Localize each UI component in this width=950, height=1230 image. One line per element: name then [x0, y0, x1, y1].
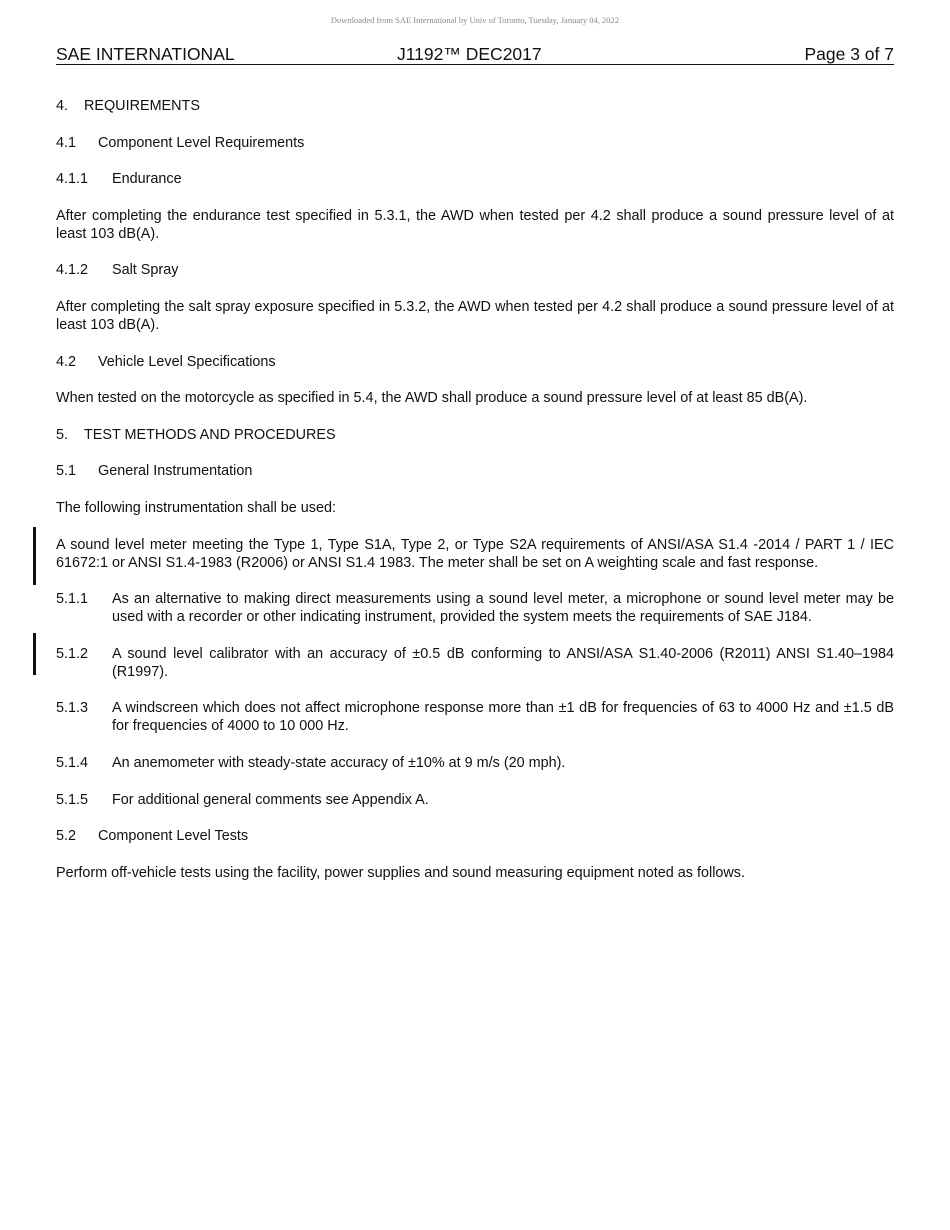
paragraph-text: A sound level meter meeting the Type 1, Type S1A, Type 2, or Type S2A requirements of ANSI/ASA S1.4 -2014 / PART 1 / IEC 61672:1 or ANSI S1.4-1983 (R2006) or ANSI S1.4 1983. The meter shall be set on A weighting scale and fast response.: [56, 536, 894, 571]
list-item-5-1-2: [56, 645, 894, 681]
paragraph-endurance: After completing the endurance test specified in 5.3.1, the AWD when tested per 4.2 shall produce a sound pressure level of at least 103 dB(A).: [56, 207, 894, 242]
paragraph-component-tests: Perform off-vehicle tests using the facility, power supplies and sound measuring equipment noted as follows.: [56, 864, 745, 881]
section-title: TEST METHODS AND PROCEDURES: [84, 426, 336, 443]
paragraph-vehicle-level: When tested on the motorcycle as specified in 5.4, the AWD shall produce a sound pressure level of at least 85 dB(A).: [56, 390, 808, 407]
page-header: [56, 44, 894, 65]
item-number: 5.1.5: [56, 791, 89, 808]
section-title: Component Level Tests: [98, 828, 249, 845]
section-heading-4: [56, 97, 894, 115]
list-item-5-1-5: [56, 791, 894, 809]
header-page-number: Page 3 of 7: [804, 44, 894, 64]
section-heading-4-1-1: [56, 170, 894, 188]
section-heading-5-2: [56, 827, 894, 845]
section-title: Vehicle Level Specifications: [98, 353, 276, 370]
download-watermark: Downloaded from SAE International by Univ of Toronto, Tuesday, January 04, 2022: [330, 15, 620, 25]
header-organization: SAE INTERNATIONAL: [56, 44, 235, 64]
section-title: REQUIREMENTS: [84, 98, 200, 114]
section-number: 4.1.2: [56, 262, 89, 279]
section-number: 5.1: [56, 463, 77, 480]
paragraph-instrumentation-intro: The following instrumentation shall be used:: [56, 499, 336, 516]
list-item-5-1-1: [56, 590, 894, 626]
item-number: 5.1.2: [56, 645, 89, 662]
item-text: An anemometer with steady-state accuracy of ±10% at 9 m/s (20 mph).: [112, 754, 566, 771]
revision-change-bar: [33, 527, 36, 585]
list-item-5-1-4: [56, 754, 894, 772]
section-title: Endurance: [112, 171, 182, 188]
item-number: 5.1.4: [56, 754, 89, 771]
document-body: [56, 97, 894, 900]
section-heading-5-1: [56, 462, 894, 480]
item-text: A sound level calibrator with an accuracy of ±0.5 dB conforming to ANSI/ASA S1.40-2006 (R2011) ANSI S1.40–1984 (R1997).: [112, 645, 894, 680]
section-heading-4-1-2: [56, 261, 894, 279]
section-number: 5.2: [56, 828, 77, 845]
section-number: 4.1.1: [56, 171, 89, 188]
revision-change-bar: [33, 633, 36, 675]
paragraph-salt-spray: After completing the salt spray exposure specified in 5.3.2, the AWD when tested per 4.2 shall produce a sound pressure level of at least 103 dB(A).: [56, 298, 894, 333]
section-title: Salt Spray: [112, 262, 179, 279]
item-text: A windscreen which does not affect microphone response more than ±1 dB for frequencies of 63 to 4000 Hz and ±1.5 dB for frequencies of 4000 to 10 000 Hz.: [112, 700, 894, 735]
section-heading-4-1: [56, 134, 894, 152]
section-number: 4.1: [56, 134, 77, 151]
item-text: As an alternative to making direct measurements using a sound level meter, a microphone or sound level meter may be used with a recorder or other indicating instrument, provided the system meets the requirements of SAE J184.: [112, 591, 894, 626]
item-number: 5.1.3: [56, 700, 89, 717]
section-number: 4.: [56, 98, 69, 114]
item-number: 5.1.1: [56, 591, 89, 608]
section-heading-4-2: [56, 353, 894, 371]
section-title: General Instrumentation: [98, 463, 253, 480]
paragraph-sound-level-meter: [56, 536, 894, 572]
list-item-5-1-3: [56, 699, 894, 735]
section-number: 5.: [56, 426, 69, 443]
section-number: 4.2: [56, 353, 77, 370]
section-title: Component Level Requirements: [98, 134, 305, 151]
section-heading-5: [56, 426, 894, 444]
header-document-id: J1192™ DEC2017: [397, 44, 542, 64]
item-text: For additional general comments see Appendix A.: [112, 791, 429, 808]
